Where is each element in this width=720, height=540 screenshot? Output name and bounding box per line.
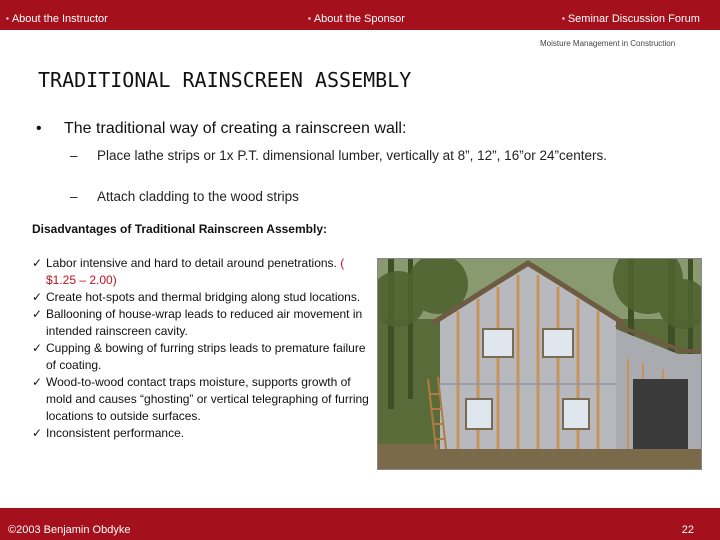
disadvantages-heading: Disadvantages of Traditional Rainscreen Assembly: [32,222,327,236]
house-wrap-construction-photo [377,258,702,470]
check-icon: ✓ [32,307,43,321]
sub-bullet-text: Place lathe strips or 1x P.T. dimensional lumber, vertically at 8”, 12”, 16”or 24”centers. [97,148,607,163]
nav-link-about-sponsor[interactable] [308,13,405,25]
nav-bullet: ▪ [6,14,9,23]
list-item [32,340,377,374]
page-number: 22 [681,524,694,536]
footer-bar [0,508,720,540]
top-nav-bar [0,0,720,30]
list-item [32,374,377,425]
nav-bullet: ▪ [308,14,311,23]
check-icon: ✓ [32,256,43,270]
list-item [32,425,377,442]
nav-link-label: About the Instructor [11,13,108,25]
nav-link-label: Seminar Discussion Forum [567,13,700,25]
main-bullet-text: The traditional way of creating a rainscreen wall: [64,120,407,137]
bullet-dot: • [36,120,42,137]
check-icon: ✓ [32,426,43,440]
list-item-text: Create hot-spots and thermal bridging along stud locations. [46,290,361,304]
dash-marker: – [70,148,78,163]
nav-bullet: ▪ [562,14,565,23]
disadvantages-list [32,255,377,442]
slide-title: TRADITIONAL RAINSCREEN ASSEMBLY [38,68,412,92]
check-icon: ✓ [32,290,43,304]
list-item [32,289,377,306]
course-subtitle: Moisture Management in Construction [540,39,676,48]
list-item [32,306,377,340]
dash-marker: – [70,189,78,204]
sub-bullet-text: Attach cladding to the wood strips [97,189,299,204]
check-icon: ✓ [32,375,43,389]
cost-range: ( $1.25 – 2.00) [46,256,345,287]
list-item-text: Labor intensive and hard to detail around penetrations. [46,256,337,270]
list-item-text: Ballooning of house-wrap leads to reduced air movement in intended rainscreen cavity. [46,307,363,338]
list-item [32,255,377,289]
copyright-text: ©2003 Benjamin Obdyke [8,524,131,536]
nav-link-seminar-forum[interactable] [562,13,700,25]
list-item-text: Inconsistent performance. [46,426,185,440]
list-item-text: Wood-to-wood contact traps moisture, supports growth of mold and causes “ghosting” or vertical telegraphing of furring locations to outside surfaces. [46,375,369,423]
nav-link-about-instructor[interactable] [6,13,108,25]
nav-link-label: About the Sponsor [313,13,405,25]
list-item-text: Cupping & bowing of furring strips leads to premature failure of coating. [46,341,366,372]
check-icon: ✓ [32,341,43,355]
